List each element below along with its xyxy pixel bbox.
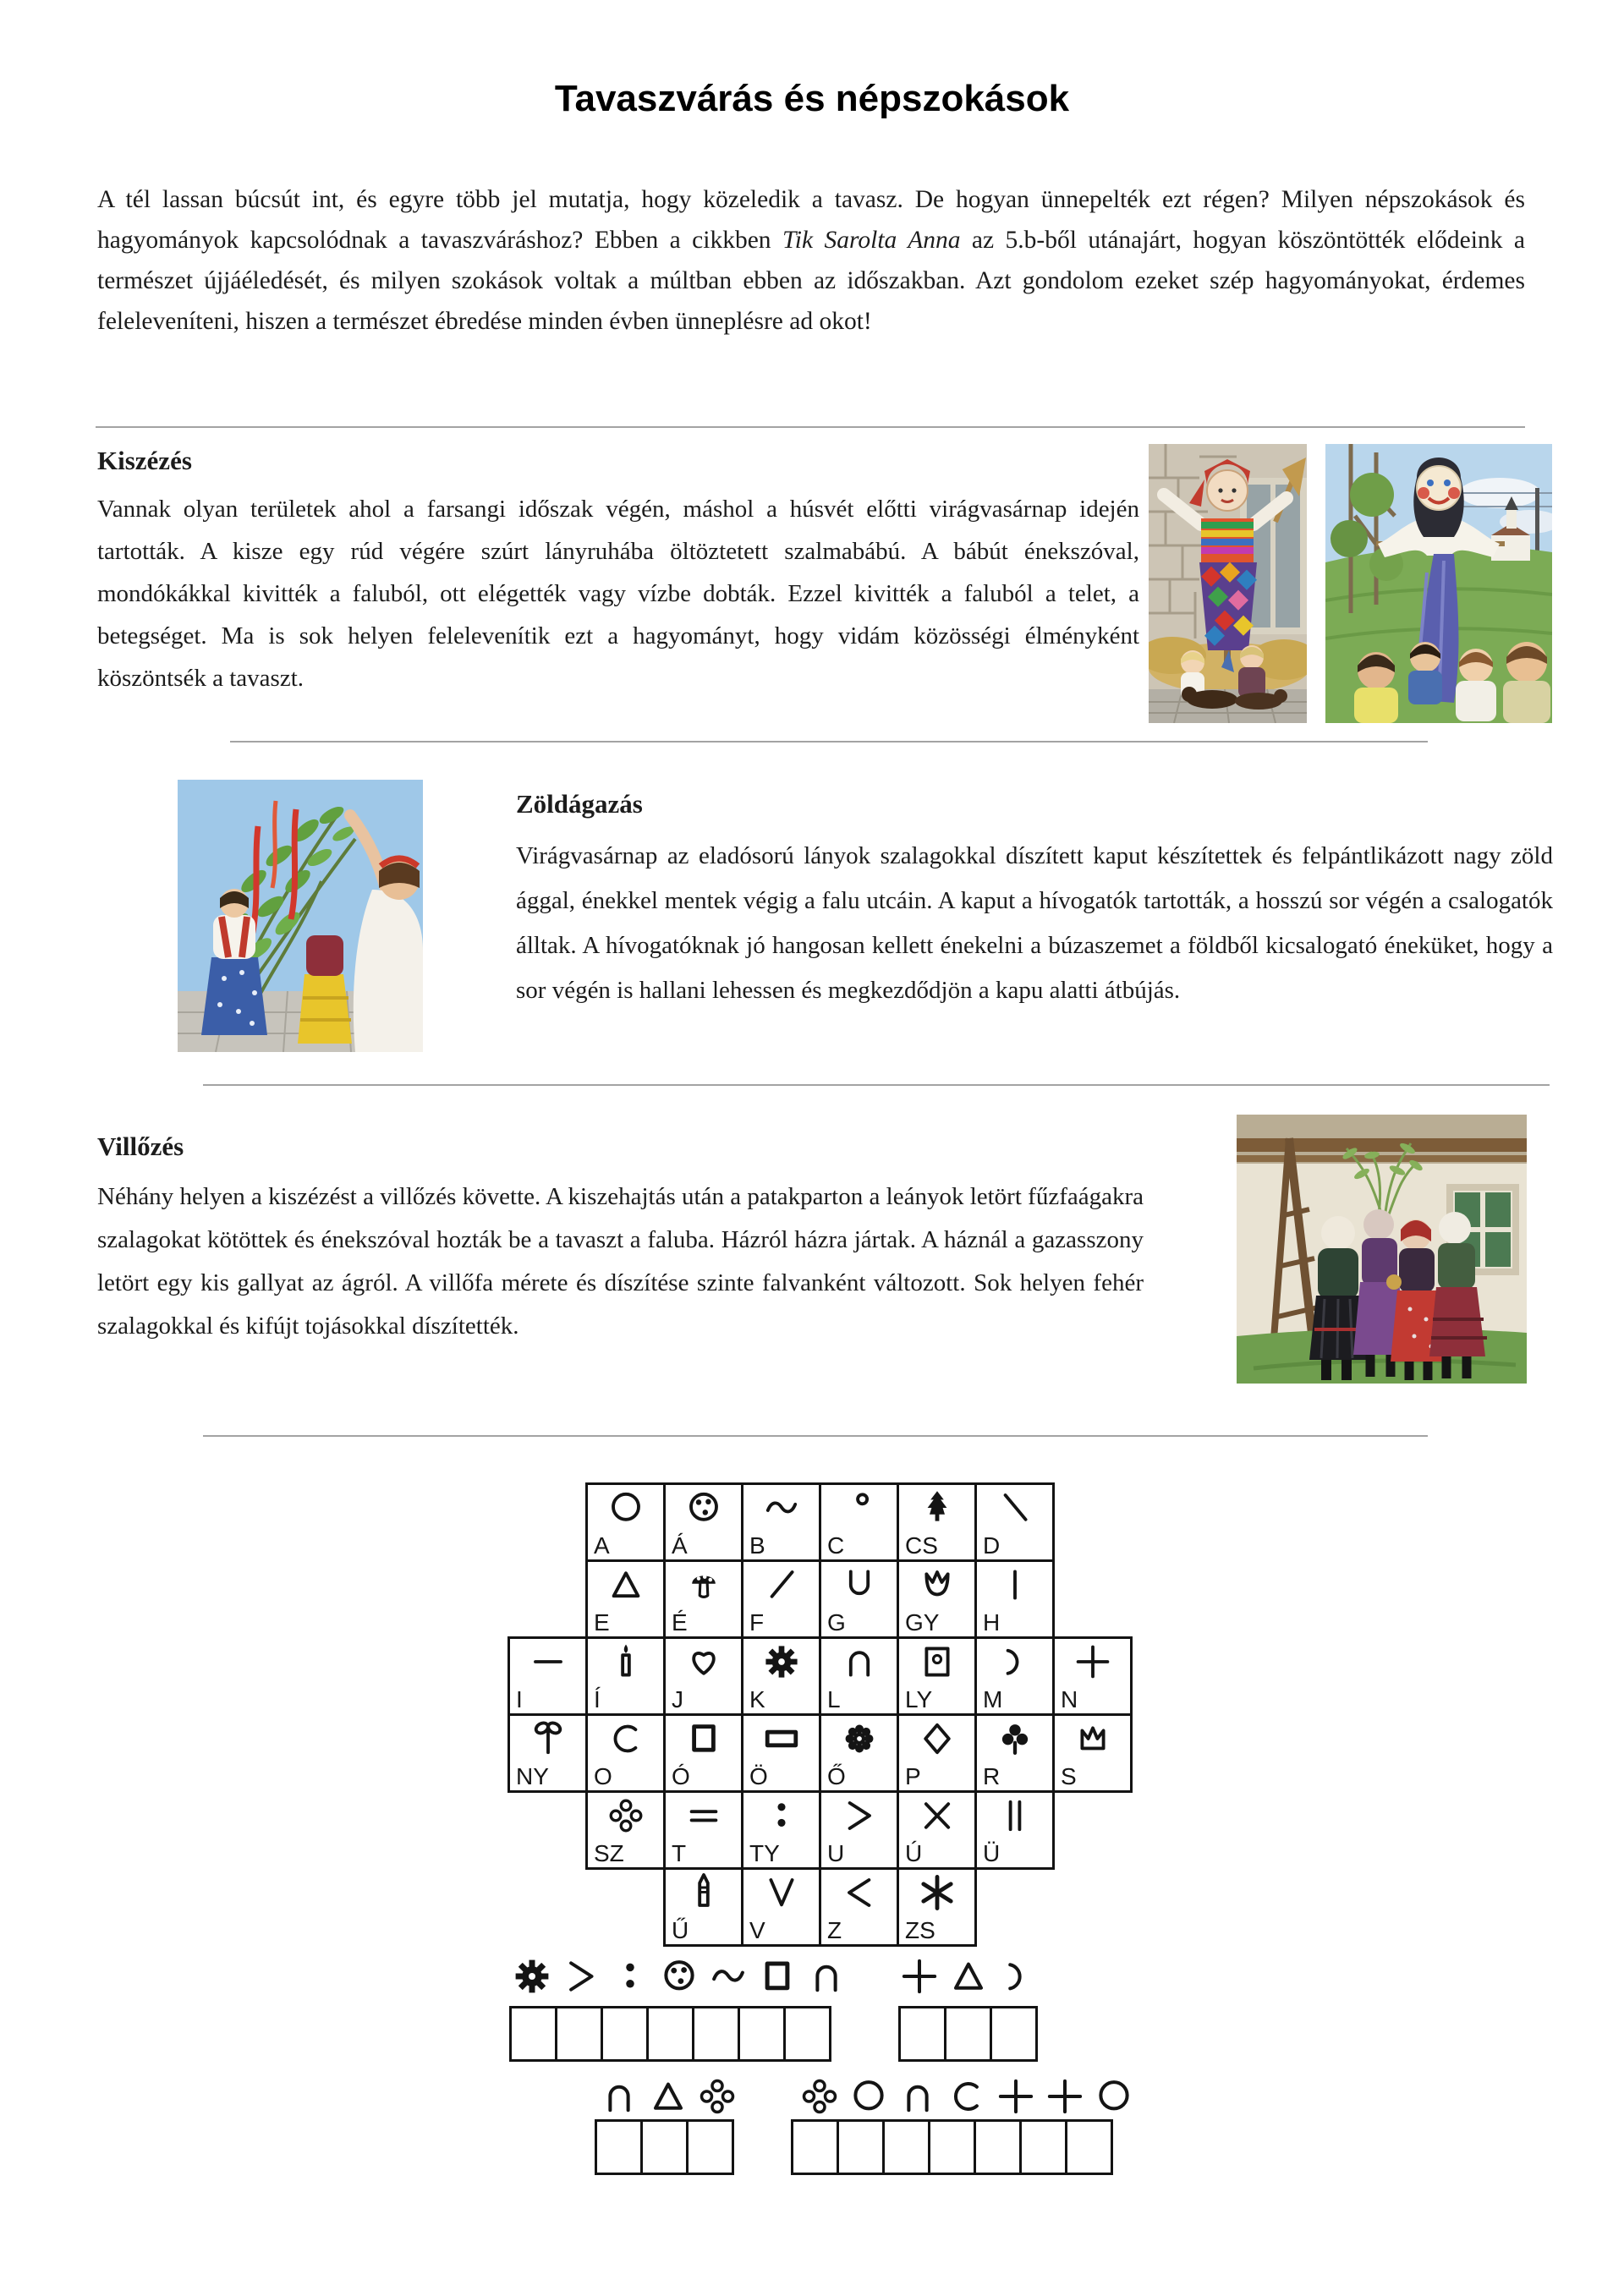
cipher-letter-label: Ú	[905, 1840, 923, 1866]
v-shape-symbol	[761, 1872, 802, 1913]
dash-symbol	[528, 1641, 568, 1682]
crown-symbol	[1073, 1718, 1113, 1759]
cipher-letter-label: J	[672, 1686, 683, 1712]
cipher-cell-b	[741, 1482, 821, 1562]
cipher-letter-label: M	[983, 1686, 1003, 1712]
cipher-cell-j	[663, 1636, 743, 1716]
puzzle2-answer-boxes-word1	[595, 2119, 734, 2175]
rocket-symbol	[683, 1872, 724, 1913]
answer-box	[990, 2006, 1038, 2062]
answer-box	[783, 2006, 831, 2062]
section-heading-kiszezes: Kiszézés	[97, 446, 192, 475]
answer-box	[509, 2006, 557, 2062]
section-heading-villozes: Villőzés	[97, 1132, 184, 1161]
cipher-cell-ő	[819, 1713, 899, 1793]
plus-symbol	[1073, 1641, 1113, 1682]
cipher-cell-n	[1052, 1636, 1133, 1716]
cipher-table-row-3	[508, 1636, 1133, 1716]
puzzle-symbol-four-clover	[696, 2075, 738, 2122]
square-symbol	[756, 1955, 798, 1997]
page-title: Tavaszvárás és népszokások	[554, 78, 1070, 119]
cipher-cell-ty	[741, 1790, 821, 1870]
kisze-doll-meadow-illustration	[1325, 444, 1552, 723]
cipher-cell-c	[819, 1482, 899, 1562]
diamond-symbol	[917, 1718, 957, 1759]
cipher-letter-label: A	[594, 1532, 610, 1559]
cipher-letter-label: NY	[516, 1763, 549, 1789]
cipher-cell-u	[819, 1790, 899, 1870]
candle-symbol	[606, 1641, 646, 1682]
cipher-table-row-6	[663, 1867, 977, 1947]
tulip-symbol	[917, 1564, 957, 1605]
green-branch-illustration	[178, 780, 423, 1052]
cipher-letter-label: U	[827, 1840, 845, 1866]
cipher-letter-label: N	[1061, 1686, 1078, 1712]
answer-box	[646, 2006, 694, 2062]
photo-villozes-girls	[1237, 1115, 1527, 1384]
cipher-cell-v	[741, 1867, 821, 1947]
open-c-symbol	[606, 1718, 646, 1759]
section-body-villozes: Néhány helyen a kiszézést a villőzés követte. A kiszehajtás után a patakparton a leányok letört fűzfaágakra szalagokat kötöttek és énekszóval hozták be a tavaszt a faluba. Házról házra jártak. A háznál a gazasszony letört egy kis gallyat az ágról. A villőfa mérete és díszítése szinte falvanként változott. Sok helyen fehér szalagokkal és kifújt tojásokkal díszítették.	[97, 1183, 1144, 1340]
cipher-letter-label: SZ	[594, 1840, 624, 1866]
cipher-cell-o	[585, 1713, 666, 1793]
answer-box	[1065, 2119, 1113, 2175]
puzzle2-answer-boxes-word2	[791, 2119, 1113, 2175]
photo-green-branch-procession	[178, 780, 423, 1052]
cipher-table-row-2	[585, 1559, 1055, 1639]
cipher-letter-label: E	[594, 1609, 610, 1636]
boxed-dot-symbol	[917, 1641, 957, 1682]
puzzle2-symbols-word1	[598, 2075, 738, 2122]
puzzle-symbol-plus	[898, 1955, 941, 2002]
answer-box	[595, 2119, 643, 2175]
puzzle-symbol-tilde	[707, 1955, 749, 2002]
cipher-cell-zs	[897, 1867, 977, 1947]
cipher-cell-l	[819, 1636, 899, 1716]
intro-paragraph	[97, 179, 1525, 342]
villozes-girls-illustration	[1237, 1115, 1527, 1384]
puzzle1-answer-boxes-word1	[509, 2006, 831, 2062]
puzzle-symbol-circle	[848, 2075, 890, 2122]
puzzle-symbol-triangle	[947, 1955, 990, 2002]
open-c-symbol	[946, 2075, 988, 2118]
triangle-symbol	[947, 1955, 990, 1997]
clover-symbol	[995, 1718, 1035, 1759]
answer-box	[686, 2119, 734, 2175]
answer-box	[898, 2006, 946, 2062]
cipher-cell-ny	[508, 1713, 588, 1793]
sprout-symbol	[528, 1718, 568, 1759]
cipher-cell-ü	[974, 1790, 1055, 1870]
arch-symbol	[805, 1955, 848, 1997]
puzzle-symbol-colon	[609, 1955, 651, 2002]
cipher-letter-label: Ó	[672, 1763, 690, 1789]
cipher-table-row-1	[585, 1482, 1055, 1562]
four-clover-symbol	[696, 2075, 738, 2118]
cipher-letter-label: L	[827, 1686, 841, 1712]
cipher-letter-label: P	[905, 1763, 921, 1789]
cipher-letter-label: GY	[905, 1609, 940, 1636]
greater-symbol	[560, 1955, 602, 1997]
cipher-cell-p	[897, 1713, 977, 1793]
puzzle-symbol-arch	[897, 2075, 939, 2122]
cipher-letter-label: Í	[594, 1686, 601, 1712]
answer-box	[882, 2119, 930, 2175]
cipher-letter-label: R	[983, 1763, 1001, 1789]
mushroom-symbol	[683, 1564, 724, 1605]
equals-symbol	[683, 1795, 724, 1836]
less-symbol	[839, 1872, 880, 1913]
tilde-symbol	[707, 1955, 749, 1997]
puzzle-symbol-plus	[995, 2075, 1037, 2122]
slash-symbol	[761, 1564, 802, 1605]
arch-symbol	[598, 2075, 640, 2118]
cipher-cell-e	[585, 1559, 666, 1639]
colon-symbol	[761, 1795, 802, 1836]
cipher-cell-k	[741, 1636, 821, 1716]
puzzle-symbol-greater	[560, 1955, 602, 2002]
cipher-letter-label: LY	[905, 1686, 933, 1712]
section-heading-zoldagazas: Zöldágazás	[516, 789, 643, 819]
kisze-doll-wall-illustration	[1149, 444, 1307, 723]
cipher-letter-label: K	[749, 1686, 765, 1712]
cipher-cell-h	[974, 1559, 1055, 1639]
double-bar-symbol	[995, 1795, 1035, 1836]
cipher-table-row-4	[508, 1713, 1133, 1793]
cipher-letter-label: B	[749, 1532, 765, 1559]
cipher-letter-label: Ő	[827, 1763, 846, 1789]
cipher-cell-i	[508, 1636, 588, 1716]
cipher-cell-s	[1052, 1713, 1133, 1793]
puzzle-symbol-arch	[598, 2075, 640, 2122]
cipher-cell-ö	[741, 1713, 821, 1793]
section-divider	[203, 1084, 1550, 1086]
answer-box	[944, 2006, 992, 2062]
puzzle-symbol-four-clover	[798, 2075, 841, 2122]
cipher-letter-label: D	[983, 1532, 1001, 1559]
cipher-cell-ű	[663, 1867, 743, 1947]
cipher-cell-r	[974, 1713, 1055, 1793]
section-divider	[96, 426, 1525, 428]
cipher-letter-label: T	[672, 1840, 687, 1866]
cipher-cell-á	[663, 1482, 743, 1562]
cipher-cell-gy	[897, 1559, 977, 1639]
four-clover-symbol	[798, 2075, 841, 2118]
circle-symbol	[848, 2075, 890, 2118]
cipher-letter-label: O	[594, 1763, 612, 1789]
answer-box	[640, 2119, 689, 2175]
cipher-cell-g	[819, 1559, 899, 1639]
small-circle-symbol	[839, 1488, 880, 1528]
cipher-cell-f	[741, 1559, 821, 1639]
puzzle-symbol-square	[756, 1955, 798, 2002]
flower-symbol	[839, 1718, 880, 1759]
cipher-letter-label: Ö	[749, 1763, 768, 1789]
vertical-bar-symbol	[995, 1564, 1035, 1605]
plus-symbol	[898, 1955, 941, 1997]
section-divider	[230, 741, 1428, 743]
puzzle-symbol-arch	[805, 1955, 848, 2002]
cipher-letter-label: É	[672, 1609, 688, 1636]
answer-box	[601, 2006, 649, 2062]
colon-symbol	[609, 1955, 651, 1997]
open-left-symbol	[996, 1955, 1039, 1997]
answer-box	[791, 2119, 839, 2175]
puzzle-symbol-open-c	[946, 2075, 988, 2122]
triangle-symbol	[647, 2075, 689, 2118]
four-clover-symbol	[606, 1795, 646, 1836]
section-body-zoldagazas: Virágvasárnap az eladósorú lányok szalagokkal díszített kaput készítettek és felpántlikázott nagy zöld ággal, énekkel mentek végig a falu utcáin. A kaput a hívogatók tartották, a hosszú sor végén a csalogatók álltak. A hívogatóknak jó hangosan kellett énekelni a búzaszemet a földből kicsalogató éneküket, hogy a sor végén is hallani lehessen és megkezdődjön a kapu alatti átbújás.	[516, 842, 1553, 1004]
arch-symbol	[839, 1641, 880, 1682]
gear-symbol	[761, 1641, 802, 1682]
puzzle1-symbols-word1	[511, 1955, 848, 2002]
tilde-symbol	[761, 1488, 802, 1528]
cipher-table-row-5	[585, 1790, 1055, 1870]
cipher-cell-t	[663, 1790, 743, 1870]
section-divider	[203, 1435, 1428, 1437]
arch-symbol	[897, 2075, 939, 2118]
cipher-letter-label: G	[827, 1609, 846, 1636]
plus-symbol	[1044, 2075, 1086, 2118]
puzzle-symbol-plus	[1044, 2075, 1086, 2122]
square-symbol	[683, 1718, 724, 1759]
cipher-letter-label: Ü	[983, 1840, 1001, 1866]
cipher-letter-label: Z	[827, 1917, 842, 1943]
answer-box	[928, 2119, 976, 2175]
dotted-circle-symbol	[683, 1488, 724, 1528]
cipher-letter-label: S	[1061, 1763, 1077, 1789]
intro-text-part2: az 5.b-ből utánajárt, hogyan köszöntötték elődeink a természet újjáéledését, és milyen szokások voltak a múltban ebben az időszakban. Azt gondolom ezeket szép hagyományokat, érdemes feleleveníteni, hiszen a természet ébredése minden évben ünneplésre ad okot!	[97, 227, 1525, 335]
cipher-cell-é	[663, 1559, 743, 1639]
cipher-letter-label: Á	[672, 1532, 688, 1559]
puzzle-symbol-triangle	[647, 2075, 689, 2122]
dotted-circle-symbol	[658, 1955, 700, 1997]
rectangle-symbol	[761, 1718, 802, 1759]
puzzle-symbol-circle	[1093, 2075, 1135, 2122]
puzzle1-answer-boxes-word2	[898, 2006, 1038, 2062]
photo-kisze-doll-on-meadow	[1325, 444, 1552, 723]
x-cross-symbol	[917, 1795, 957, 1836]
puzzle-symbol-open-left	[996, 1955, 1039, 2002]
answer-box	[974, 2119, 1022, 2175]
cipher-cell-ú	[897, 1790, 977, 1870]
cipher-letter-label: H	[983, 1609, 1001, 1636]
circle-symbol	[1093, 2075, 1135, 2118]
answer-box	[1019, 2119, 1067, 2175]
heart-symbol	[683, 1641, 724, 1682]
open-left-symbol	[995, 1641, 1035, 1682]
cipher-letter-label: F	[749, 1609, 765, 1636]
puzzle-symbol-gear	[511, 1955, 553, 2002]
puzzle1-symbols-word2	[898, 1955, 1039, 2002]
cipher-cell-z	[819, 1867, 899, 1947]
photo-kisze-doll-with-children-and-dogs	[1149, 444, 1307, 723]
cipher-cell-a	[585, 1482, 666, 1562]
greater-symbol	[839, 1795, 880, 1836]
cipher-cell-d	[974, 1482, 1055, 1562]
answer-box	[738, 2006, 786, 2062]
cipher-cell-sz	[585, 1790, 666, 1870]
triangle-symbol	[606, 1564, 646, 1605]
cipher-letter-label: TY	[749, 1840, 780, 1866]
answer-box	[837, 2119, 885, 2175]
backslash-symbol	[995, 1488, 1035, 1528]
puzzle-symbol-dotted-circle	[658, 1955, 700, 2002]
intro-text-part1: A tél lassan búcsút int, és egyre több jel mutatja, hogy közeledik a tavasz. De hogyan ünnepelték ezt régen? Milyen népszokások és hagyományok kapcsolódnak a tavaszváráshoz? Ebben a cikkben	[97, 186, 1525, 254]
plus-symbol	[995, 2075, 1037, 2118]
cipher-letter-label: CS	[905, 1532, 938, 1559]
cipher-letter-label: ZS	[905, 1917, 935, 1943]
cipher-cell-ly	[897, 1636, 977, 1716]
u-arc-symbol	[839, 1564, 880, 1605]
answer-box	[555, 2006, 603, 2062]
answer-box	[692, 2006, 740, 2062]
puzzle2-symbols-word2	[798, 2075, 1135, 2122]
section-body-kiszezes: Vannak olyan területek ahol a farsangi időszak végén, máshol a húsvét előtti virágvasárnap idején tartották. A kisze egy rúd végére szúrt lányruhába öltöztetett szalmabábú. A bábút énekszóval, mondókákkal kivitték a faluból, ott elégették vagy vízbe dobták. Ezzel kivitték a faluból a telet, a betegséget. Ma is sok helyen felelevenítik ezt a hagyományt, hogy vidám közösségi élményként köszöntsék a tavaszt.	[97, 496, 1139, 692]
cipher-letter-label: Ű	[672, 1917, 689, 1943]
cipher-letter-label: I	[516, 1686, 523, 1712]
pine-tree-symbol	[917, 1488, 957, 1528]
intro-author-name: Tik Sarolta Anna	[782, 227, 961, 254]
cipher-cell-cs	[897, 1482, 977, 1562]
cipher-letter-label: C	[827, 1532, 845, 1559]
gear-symbol	[511, 1955, 553, 1997]
asterisk-symbol	[917, 1872, 957, 1913]
circle-symbol	[606, 1488, 646, 1528]
cipher-cell-ó	[663, 1713, 743, 1793]
cipher-cell-í	[585, 1636, 666, 1716]
cipher-cell-m	[974, 1636, 1055, 1716]
cipher-letter-label: V	[749, 1917, 765, 1943]
